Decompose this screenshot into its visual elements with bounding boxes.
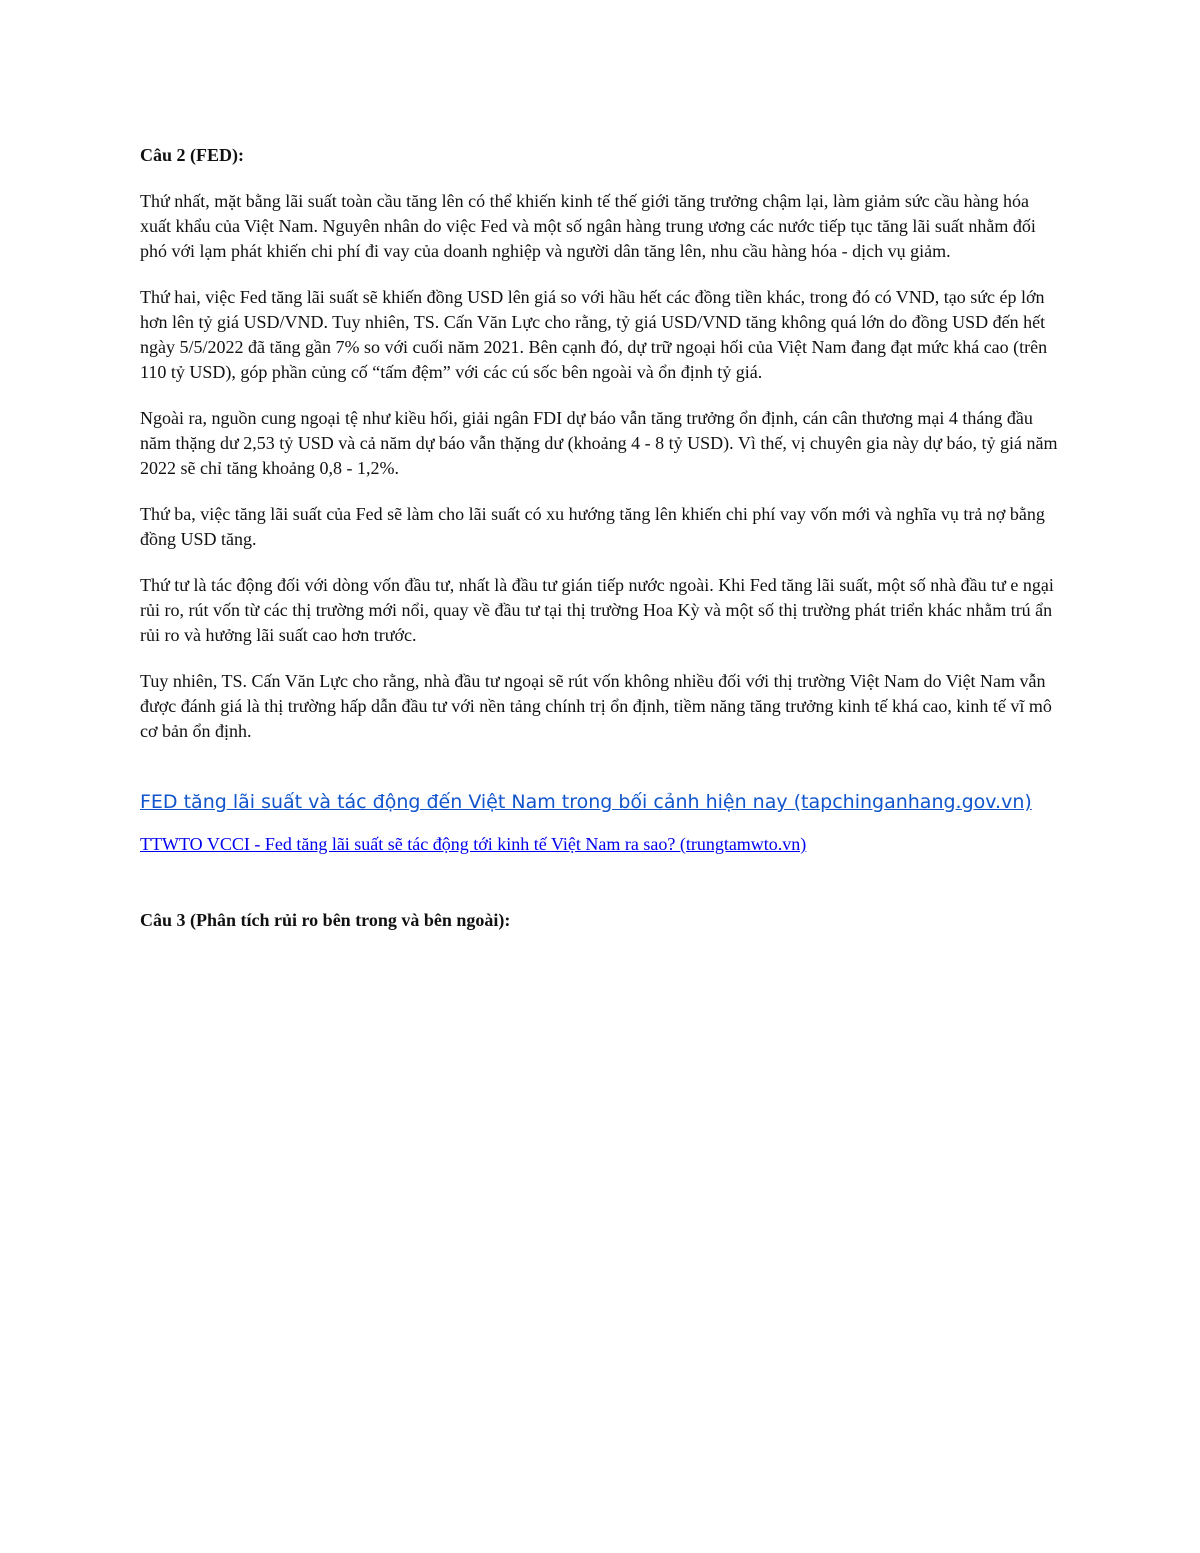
paragraph-third-point: Thứ ba, việc tăng lãi suất của Fed sẽ làm cho lãi suất có xu hướng tăng lên khiến chi phí vay vốn mới và nghĩa vụ trả nợ bằng đồng USD tăng. bbox=[140, 504, 1045, 549]
paragraph-second-point: Thứ hai, việc Fed tăng lãi suất sẽ khiến đồng USD lên giá so với hầu hết các đồng tiền khác, trong đó có VND, tạo sức ép lớn hơn lên tỷ giá USD/VND. Tuy nhiên, TS. Cấn Văn Lực cho rằng, tỷ giá USD/VND tăng không quá lớn do đồng USD đến hết ngày 5/5/2022 đã tăng gần 7% so với cuối năm 2021. Bên cạnh đó, dự trữ ngoại hối của Việt Nam đang đạt mức khá cao (trên 110 tỷ USD), góp phần củng cố “tấm đệm” với các cú sốc bên ngoài và ổn định tỷ giá. bbox=[140, 287, 1048, 382]
blank-line bbox=[140, 765, 1058, 790]
link-tapchinganhang[interactable]: FED tăng lãi suất và tác động đến Việt Nam trong bối cảnh hiện nay (tapchinganhang.gov.vn) bbox=[140, 791, 1032, 813]
paragraph-first-point: Thứ nhất, mặt bằng lãi suất toàn cầu tăng lên có thể khiến kinh tế thế giới tăng trưởng chậm lại, làm giảm sức cầu hàng hóa xuất khẩu của Việt Nam. Nguyên nhân do việc Fed và một số ngân hàng trung ương các nước tiếp tục tăng lãi suất nhằm đối phó với lạm phát khiến chi phí đi vay của doanh nghiệp và người dân tăng lên, nhu cầu hàng hóa - dịch vụ giảm. bbox=[140, 191, 1036, 261]
document-body bbox=[140, 143, 1058, 954]
paragraph-foreign-currency-supply: Ngoài ra, nguồn cung ngoại tệ như kiều hối, giải ngân FDI dự báo vẫn tăng trưởng ổn định, cán cân thương mại 4 tháng đầu năm thặng dư 2,53 tỷ USD và cả năm dự báo vẫn thặng dư (khoảng 4 - 8 tỷ USD). Vì thế, vị chuyên gia này dự báo, tỷ giá năm 2022 sẽ chỉ tăng khoảng 0,8 - 1,2%. bbox=[140, 408, 1058, 478]
link-trungtamwto[interactable]: TTWTO VCCI - Fed tăng lãi suất sẽ tác động tới kinh tế Việt Nam ra sao? (trungtamwto.vn) bbox=[140, 834, 807, 854]
section-3-heading: Câu 3 (Phân tích rủi ro bên trong và bên ngoài): bbox=[140, 910, 511, 930]
paragraph-conclusion: Tuy nhiên, TS. Cấn Văn Lực cho rằng, nhà đầu tư ngoại sẽ rút vốn không nhiều đối với thị trường Việt Nam do Việt Nam vẫn được đánh giá là thị trường hấp dẫn đầu tư với nền tảng chính trị ổn định, tiềm năng tăng trưởng kinh tế khá cao, kinh tế vĩ mô cơ bản ổn định. bbox=[140, 671, 1052, 741]
blank-line bbox=[140, 878, 1058, 908]
paragraph-fourth-point: Thứ tư là tác động đối với dòng vốn đầu tư, nhất là đầu tư gián tiếp nước ngoài. Khi Fed tăng lãi suất, một số nhà đầu tư e ngại rủi ro, rút vốn từ các thị trường mới nổi, quay về đầu tư tại thị trường Hoa Kỳ và một số thị trường phát triển khác nhằm trú ẩn rủi ro và hưởng lãi suất cao hơn trước. bbox=[140, 575, 1054, 645]
section-2-heading: Câu 2 (FED): bbox=[140, 145, 244, 165]
